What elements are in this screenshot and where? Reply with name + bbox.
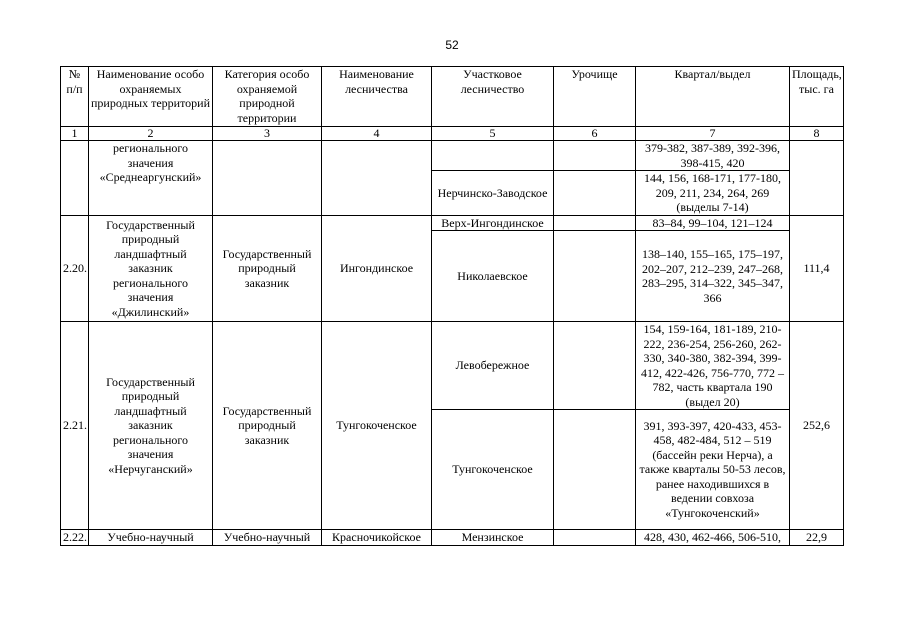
column-number: 7: [636, 127, 790, 141]
uch-lesnichestvo-cell: Нерчинско-Заводское: [432, 171, 554, 216]
table-row: [61, 322, 844, 410]
urochishche-cell: [554, 141, 636, 171]
category-cell: Государственный природный заказник: [213, 215, 322, 322]
table-row: [61, 215, 844, 231]
area-cell: 252,6: [790, 322, 844, 530]
area-cell: 111,4: [790, 215, 844, 322]
lesnichestvo-cell: Ингондинское: [322, 215, 432, 322]
header-cell: Участковое лесничество: [432, 67, 554, 127]
urochishche-cell: [554, 215, 636, 231]
kvartal-cell: 154, 159-164, 181-189, 210-222, 236-254, 256-260, 262-330, 340-380, 382-394, 399-412, 422-426, 756-770, 772 – 782, часть квартала 190 (выдел 20): [636, 322, 790, 410]
category-cell: Учебно-научный: [213, 530, 322, 546]
column-number: 5: [432, 127, 554, 141]
column-number: 2: [89, 127, 213, 141]
area-cell: 22,9: [790, 530, 844, 546]
territory-name-cell: Государственный природный ландшафтный заказник регионального значения «Джилинский»: [89, 215, 213, 322]
urochishche-cell: [554, 530, 636, 546]
uch-lesnichestvo-cell: Тунгокоченское: [432, 410, 554, 530]
header-cell: Категория особо охраняемой природной территории: [213, 67, 322, 127]
header-row: [61, 67, 844, 127]
column-number: 1: [61, 127, 89, 141]
uch-lesnichestvo-cell: Мензинское: [432, 530, 554, 546]
urochishche-cell: [554, 231, 636, 322]
uch-lesnichestvo-cell: Николаевское: [432, 231, 554, 322]
header-cell: Наименование особо охраняемых природных территорий: [89, 67, 213, 127]
kvartal-cell: 428, 430, 462-466, 506-510,: [636, 530, 790, 546]
kvartal-cell: 83–84, 99–104, 121–124: [636, 215, 790, 231]
table-row: [61, 141, 844, 171]
row-number-cell: 2.20.: [61, 215, 89, 322]
header-cell: Квартал/выдел: [636, 67, 790, 127]
territory-name-cell: Учебно-научный: [89, 530, 213, 546]
lesnichestvo-cell: Тунгокоченское: [322, 322, 432, 530]
header-cell: Наименование лесничества: [322, 67, 432, 127]
column-number: 4: [322, 127, 432, 141]
table-row: [61, 530, 844, 546]
header-cell: Площадь, тыс. га: [790, 67, 844, 127]
header-cell: № п/п: [61, 67, 89, 127]
urochishche-cell: [554, 322, 636, 410]
column-number: 3: [213, 127, 322, 141]
territory-name-cell: Государственный природный ландшафтный заказник регионального значения «Нерчуганский»: [89, 322, 213, 530]
kvartal-cell: 144, 156, 168-171, 177-180, 209, 211, 234, 264, 269 (выделы 7-14): [636, 171, 790, 216]
category-cell: Государственный природный заказник: [213, 322, 322, 530]
lesnichestvo-cell: Красночикойское: [322, 530, 432, 546]
category-cell: [213, 141, 322, 216]
column-number: 6: [554, 127, 636, 141]
lesnichestvo-cell: [322, 141, 432, 216]
uch-lesnichestvo-cell: Левобережное: [432, 322, 554, 410]
protected-areas-table: [60, 66, 844, 546]
uch-lesnichestvo-cell: Верх-Ингондинское: [432, 215, 554, 231]
page-number: 52: [445, 38, 459, 52]
column-number-row: [61, 127, 844, 141]
row-number-cell: 2.22.: [61, 530, 89, 546]
urochishche-cell: [554, 171, 636, 216]
kvartal-cell: 138–140, 155–165, 175–197, 202–207, 212–239, 247–268, 283–295, 314–322, 345–347, 366: [636, 231, 790, 322]
column-number: 8: [790, 127, 844, 141]
row-number-cell: 2.21.: [61, 322, 89, 530]
uch-lesnichestvo-cell: [432, 141, 554, 171]
territory-name-cell: регионального значения «Среднеаргунский»: [89, 141, 213, 216]
area-cell: [790, 141, 844, 216]
kvartal-cell: 379-382, 387-389, 392-396, 398-415, 420: [636, 141, 790, 171]
header-cell: Урочище: [554, 67, 636, 127]
urochishche-cell: [554, 410, 636, 530]
kvartal-cell: 391, 393-397, 420-433, 453-458, 482-484, 512 – 519 (бассейн реки Нерча), а также кварталы 50-53 лесов, ранее находившихся в ведении совхоза «Тунгокоченский»: [636, 410, 790, 530]
row-number-cell: [61, 141, 89, 216]
